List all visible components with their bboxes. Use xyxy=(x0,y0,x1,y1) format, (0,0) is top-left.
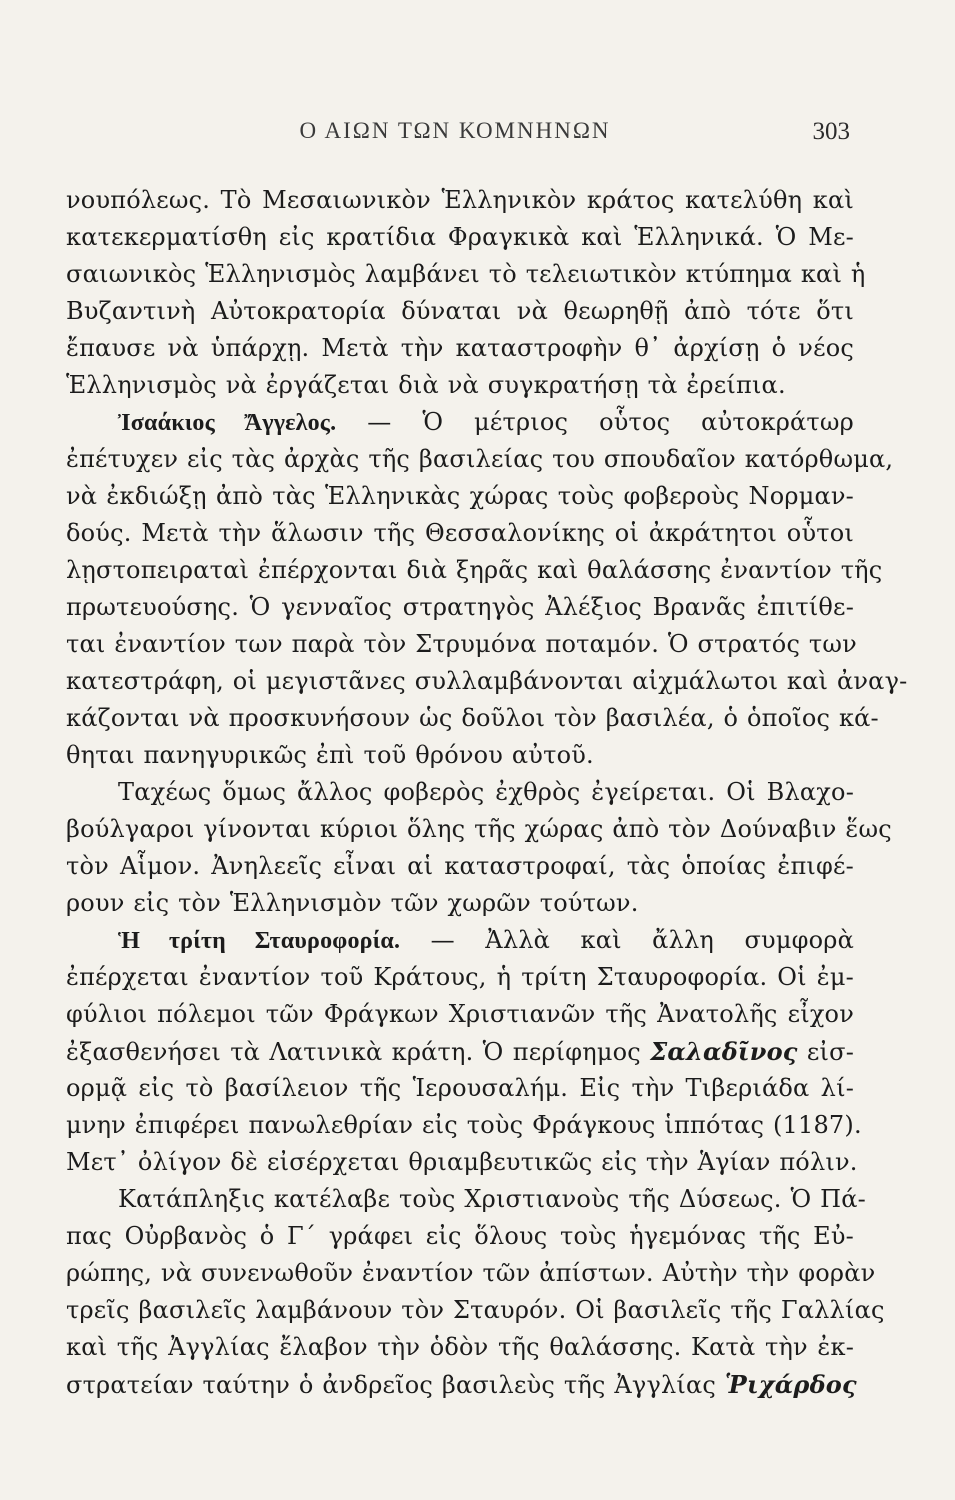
text-line xyxy=(66,404,854,441)
text-run: στρατείαν ταύτην ὁ ἀνδρεῖος βασιλεὺς τῆς Ἀγγλίας xyxy=(66,1371,725,1399)
emphasized-name: Ῥιχάρδος xyxy=(724,1370,857,1399)
text-line xyxy=(66,1366,857,1403)
text-line: ται ἐναντίον των παρὰ τὸν Στρυμόνα ποταμόν. Ὁ στρατός των xyxy=(66,630,857,658)
text-line: καὶ τῆς Ἀγγλίας ἔλαβον τὴν ὁδὸν τῆς θαλάσσης. Κατὰ τὴν ἐκ- xyxy=(66,1333,854,1361)
running-head: Ο ΑΙΩΝ ΤΩΝ ΚΟΜΝΗΝΩΝ xyxy=(299,118,611,143)
paragraph xyxy=(66,1181,885,1403)
text-line: ρουν εἰς τὸν Ἑλληνισμὸν τῶν χωρῶν τούτων. xyxy=(66,889,639,917)
text-line: πρωτευούσης. Ὁ γενναῖος στρατηγὸς Ἀλέξιος Βρανᾶς ἐπιτίθε- xyxy=(66,593,854,621)
text-line: ἐπέτυχεν εἰς τὰς ἀρχὰς τῆς βασιλείας του σπουδαῖον κατόρθωμα, xyxy=(66,445,894,473)
text-run: — Ἀλλὰ καὶ ἄλλη συμφορὰ xyxy=(400,926,854,954)
text-line: τρεῖς βασιλεῖς λαμβάνουν τὸν Σταυρόν. Οἱ βασιλεῖς τῆς Γαλλίας xyxy=(66,1296,885,1324)
page-header xyxy=(60,118,850,154)
text-line: νουπόλεως. Τὸ Μεσαιωνικὸν Ἑλληνικὸν κράτος κατελύθη καὶ xyxy=(66,186,854,214)
text-line: κάζονται νὰ προσκυνήσουν ὡς δοῦλοι τὸν βασιλέα, ὁ ὁποῖος κά- xyxy=(66,704,879,732)
text-line: Μετ᾿ ὀλίγον δὲ εἰσέρχεται θριαμβευτικῶς εἰς τὴν Ἁγίαν πόλιν. xyxy=(66,1148,858,1176)
text-line: κατεστράφη, οἱ μεγιστᾶνες συλλαμβάνονται αἰχμάλωτοι καὶ ἀναγ- xyxy=(66,667,908,695)
text-line: Ταχέως ὅμως ἄλλος φοβερὸς ἐχθρὸς ἐγείρεται. Οἱ Βλαχο- xyxy=(118,778,854,806)
text-line: λῃστοπειραταὶ ἐπέρχονται διὰ ξηρᾶς καὶ θαλάσσης ἐναντίον τῆς xyxy=(66,556,883,584)
text-run: — Ὁ μέτριος οὗτος αὐτοκράτωρ xyxy=(336,408,854,436)
text-line: Ἑλληνισμὸς νὰ ἐργάζεται διὰ νὰ συγκρατήσῃ τὰ ἐρείπια. xyxy=(66,371,786,399)
text-line: φύλιοι πόλεμοι τῶν Φράγκων Χριστιανῶν τῆς Ἀνατολῆς εἶχον xyxy=(66,1000,854,1028)
text-line: σαιωνικὸς Ἑλληνισμὸς λαμβάνει τὸ τελειωτικὸν κτύπημα καὶ ἡ xyxy=(66,260,866,288)
paragraph xyxy=(66,404,908,774)
paragraph xyxy=(66,182,866,404)
text-line: ἐπέρχεται ἐναντίον τοῦ Κράτους, ἡ τρίτη Σταυροφορία. Οἱ ἐμ- xyxy=(66,963,854,991)
text-line: πας Οὐρβανὸς ὁ Γ΄ γράφει εἰς ὅλους τοὺς ἡγεμόνας τῆς Εὐ- xyxy=(66,1222,854,1250)
text-line: κατεκερματίσθη εἰς κρατίδια Φραγκικὰ καὶ Ἑλληνικά. Ὁ Με- xyxy=(66,223,854,251)
text-run: εἰσ- xyxy=(797,1038,855,1066)
text-line: ορμᾷ εἰς τὸ βασίλειον τῆς Ἱερουσαλήμ. Εἰς τὴν Τιβεριάδα λί- xyxy=(66,1074,854,1102)
text-line: δούς. Μετὰ τὴν ἅλωσιν τῆς Θεσσαλονίκης οἱ ἀκράτητοι οὗτοι xyxy=(66,519,854,547)
text-line: ρώπης, νὰ συνενωθοῦν ἐναντίον τῶν ἀπίστων. Αὐτὴν τὴν φορὰν xyxy=(66,1259,876,1287)
paragraph xyxy=(66,774,892,922)
text-line xyxy=(66,1033,854,1070)
text-run: ἐξασθενήσει τὰ Λατινικὰ κράτη. Ὁ περίφημος xyxy=(66,1038,651,1066)
text-line: θηται πανηγυρικῶς ἐπὶ τοῦ θρόνου αὐτοῦ. xyxy=(66,741,594,769)
body-text xyxy=(66,182,908,1403)
text-line: τὸν Αἷμον. Ἀνηλεεῖς εἶναι αἱ καταστροφαί, τὰς ὁποίας ἐπιφέ- xyxy=(66,852,854,880)
text-line: Βυζαντινὴ Αὐτοκρατορία δύναται νὰ θεωρηθῇ ἀπὸ τότε ὅτι xyxy=(66,297,854,325)
paragraph xyxy=(66,922,862,1181)
section-heading: Ἰσαάκιος Ἄγγελος. xyxy=(118,410,337,436)
text-line: νὰ ἐκδιώξῃ ἀπὸ τὰς Ἑλληνικὰς χώρας τοὺς φοβεροὺς Νορμαν- xyxy=(66,482,854,510)
text-line: ἔπαυσε νὰ ὑπάρχῃ. Μετὰ τὴν καταστροφὴν θ᾿ ἀρχίσῃ ὁ νέος xyxy=(66,334,854,362)
text-line: Κατάπληξις κατέλαβε τοὺς Χριστιανοὺς τῆς Δύσεως. Ὁ Πά- xyxy=(118,1185,866,1213)
text-line xyxy=(66,922,854,959)
section-heading: Ἡ τρίτη Σταυροφορία. xyxy=(118,928,401,954)
emphasized-name: Σαλαδῖνος xyxy=(650,1037,798,1066)
page-number: 303 xyxy=(812,118,850,145)
text-line: βούλγαροι γίνονται κύριοι ὅλης τῆς χώρας ἀπὸ τὸν Δούναβιν ἕως xyxy=(66,815,892,843)
text-line: μνην ἐπιφέρει πανωλεθρίαν εἰς τοὺς Φράγκους ἱππότας (1187). xyxy=(66,1111,862,1139)
